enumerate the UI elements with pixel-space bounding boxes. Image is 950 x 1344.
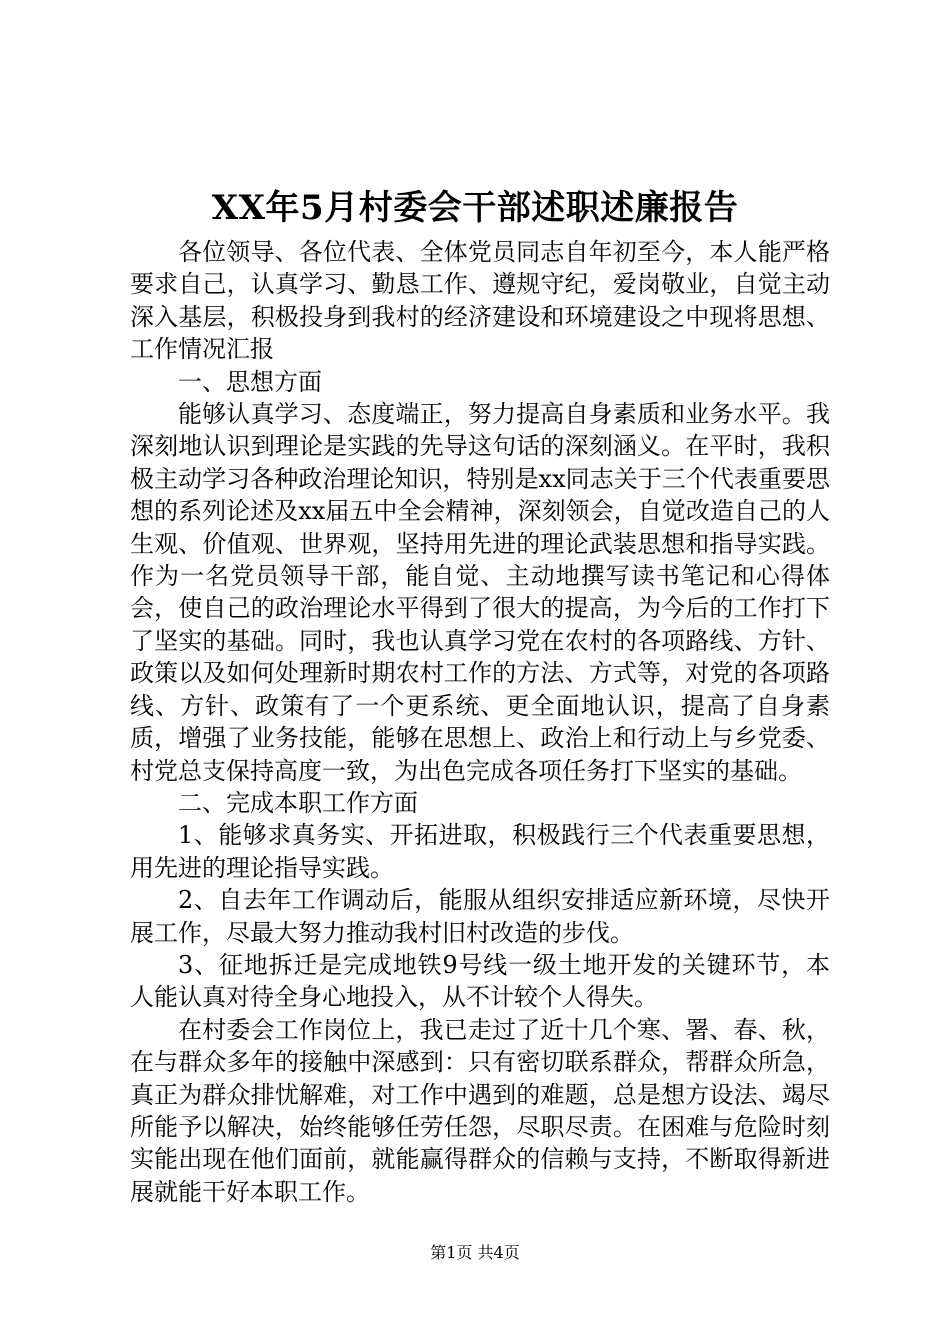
thought-paragraph: 能够认真学习、态度端正，努力提高自身素质和业务水平。我深刻地认识到理论是实践的先导这句话的深刻涵义。在平时，我积极主动学习各种政治理论知识，特别是xx同志关于三个代表重要思想的系列论述及xx届五中全会精神，深刻领会，自觉改造自己的人生观、价值观、世界观，坚持用先进的理论武装思想和指导实践。作为一名党员领导干部，能自觉、主动地撰写读书笔记和心得体会，使自己的政治理论水平得到了很大的提高，为今后的工作打下了坚实的基础。同时，我也认真学习党在农村的各项路线、方针、政策以及如何处理新时期农村工作的方法、方式等，对党的各项路线、方针、政策有了一个更系统、更全面地认识，提高了自身素质，增强了业务技能，能够在思想上、政治上和行动上与乡党委、村党总支保持高度一致，为出色完成各项任务打下坚实的基础。	[130, 400, 830, 785]
duty-item-3: 3、征地拆迁是完成地铁9号线一级土地开发的关键环节，本人能认真对待全身心地投入，从不计较个人得失。	[130, 950, 830, 1012]
page-indicator: 第1页 共4页	[430, 1243, 520, 1262]
duty-item-2: 2、自去年工作调动后，能服从组织安排适应新环境，尽快开展工作，尽最大努力推动我村旧村改造的步伐。	[130, 886, 830, 947]
document-title: XX年5月村委会干部述职述廉报告	[211, 188, 739, 228]
duty-item-1: 1、能够求真务实、开拓进取，积极践行三个代表重要思想，用先进的理论指导实践。	[130, 821, 830, 882]
section-heading-thought: 一、思想方面	[178, 367, 322, 396]
section-heading-duties: 二、完成本职工作方面	[178, 788, 418, 817]
intro-paragraph: 各位领导、各位代表、全体党员同志自年初至今，本人能严格要求自己，认真学习、勤恳工作、遵规守纪，爱岗敬业，自觉主动深入基层，积极投身到我村的经济建设和环境建设之中现将思想、工作情况汇报	[130, 238, 830, 364]
closing-paragraph: 在村委会工作岗位上，我已走过了近十几个寒、署、春、秋，在与群众多年的接触中深感到：只有密切联系群众，帮群众所急，真正为群众排忧解难，对工作中遇到的难题，总是想方设法、竭尽所能予以解决，始终能够任劳任怨，尽职尽责。在困难与危险时刻实能出现在他们面前，就能赢得群众的信赖与支持，不断取得新进展就能干好本职工作。	[130, 1015, 830, 1206]
document-body	[130, 236, 830, 1208]
